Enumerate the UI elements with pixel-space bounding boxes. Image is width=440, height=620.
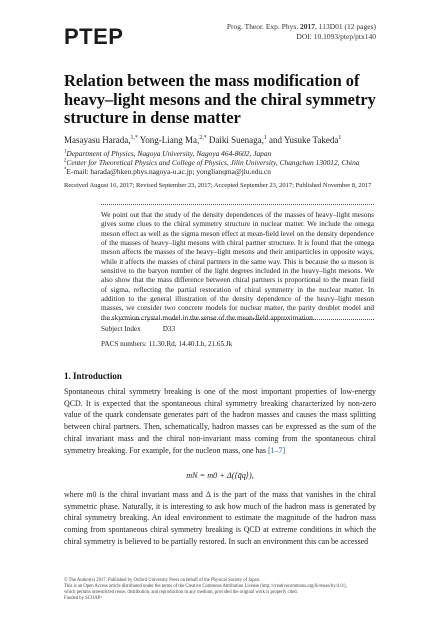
email-line: [64, 167, 271, 176]
author-2-affil: 2,*: [199, 135, 207, 141]
journal-citation: [227, 22, 376, 42]
affiliation-2-sup: 2: [64, 158, 67, 164]
journal-year: 2017: [300, 22, 316, 31]
author-4-affil: 1: [338, 135, 342, 141]
author-list: [64, 135, 341, 145]
abstract: We point out that the study of the density dependences of the masses of heavy–light mesons gives some clues to the chiral symmetry structure in nuclear matter. We include the omega meson effect as well as the sigma meson effect at mean-field level on the density dependence of the masses of heavy–light mesons with chiral partner structure. It is found that the omega meson affects the masses of the heavy–light mesons and their antiparticles in opposite ways, while it affects the masses of chiral partners in the same way. This is because the ω meson is sensitive to the baryon number of the light degrees included in the heavy–light mesons. We also show that the mass difference between chiral partners is proportional to the mean field of sigma, reflecting the partial restoration of chiral symmetry in the nuclear matter. In addition to the general illustration of the density dependence of the heavy–light meson masses, we consider two concrete models for nuclear matter, the parity doublet model and the skyrmion crystal model in the sense of the mean-field approximation.: [101, 210, 374, 322]
subject-index-value: D33: [162, 325, 176, 333]
equation-nucleon-mass: mN = m0 + Δ(⟨q̄q⟩),: [186, 471, 254, 480]
footer-line-1: © The Author(s) 2017. Published by Oxford University Press on behalf of the Physical Society of Japan.: [64, 578, 261, 583]
abstract-top-rule: [101, 204, 374, 205]
copyright-footer: [64, 578, 376, 602]
section-heading: 1. Introduction: [64, 371, 122, 381]
author-3: Daiki Suenaga,: [206, 135, 264, 145]
author-3-affil: 1: [263, 135, 267, 141]
abstract-bottom-rule: [101, 319, 374, 320]
affiliation-1-sup: 1: [64, 149, 67, 155]
pacs-numbers: PACS numbers: 11.30.Rd, 14.40.Lb, 21.65.Jk: [101, 340, 233, 348]
journal-suffix: , 113D01 (12 pages): [315, 22, 376, 31]
citation-link[interactable]: [1–7]: [268, 445, 286, 455]
publication-history: Received August 16, 2017; Revised September 23, 2017; Accepted September 23, 2017; Published November 8, 2017: [64, 182, 372, 189]
author-4: and Yusuke Takeda: [266, 135, 339, 145]
footer-line-4: Funded by SCOAP³: [64, 596, 102, 601]
footer-line-3: which permits unrestricted reuse, distribution, and reproduction in any medium, provided the original work is properly cited.: [64, 590, 298, 595]
affiliation-1: [64, 149, 271, 158]
paper-title: Relation between the mass modification of heavy–light mesons and the chiral symmetry structure in dense matter: [64, 71, 376, 127]
subject-index-label: Subject Index: [101, 325, 141, 333]
author-1: Masayasu Harada,: [64, 135, 131, 145]
intro-paragraph-1-text: Spontaneous chiral symmetry breaking is one of the most important properties of low-energy QCD. It is expected that the spontaneous chiral symmetry breaking characterized by non-zero value of the quark condensate generates part of the hadron masses and causes the mass splitting between chiral partners. Then, schematically, hadron masses can be expressed as the sum of the chiral invariant mass and the chiral non-invariant mass coming from the spontaneous chiral symmetry breaking. For example, for the nucleon mass, one has: [64, 387, 376, 455]
email-sup: *: [64, 167, 67, 173]
doi[interactable]: DOI: 10.1093/ptep/ptx140: [296, 32, 376, 41]
author-1-affil: 1,*: [130, 135, 138, 141]
footer-line-2: This is an Open Access article distributed under the terms of the Creative Commons Attribution License (http://creativecommons.org/licenses/by/4.0/),: [64, 584, 347, 589]
journal-logo: PTEP: [64, 24, 124, 49]
affiliation-2: [64, 158, 359, 167]
affiliation-2-text: Center for Theoretical Physics and College of Physics, Jilin University, Changchun 130012, China: [66, 158, 360, 167]
author-2: Yong-Liang Ma,: [137, 135, 200, 145]
journal-prefix: Prog. Theor. Exp. Phys.: [226, 22, 301, 31]
intro-paragraph-1: [64, 386, 376, 456]
email-text[interactable]: E-mail: harada@hken.phys.nagoya-u.ac.jp; yonglianqma@jlu.edu.cn: [66, 167, 271, 176]
subject-index: [101, 325, 175, 333]
intro-paragraph-2: where m0 is the chiral invariant mass and Δ is the part of the mass that vanishes in the chiral symmetric phase. Naturally, it is interesting to ask how much of the hadron mass is generated by chiral symmetry breaking. An ideal environment to estimate the magnitude of the hadron mass coming from spontaneous chiral symmetry breaking is QCD at extreme conditions in which the chiral symmetry is believed to be partially restored. In such an environment this can be accessed: [64, 490, 376, 546]
affiliation-1-text: Department of Physics, Nagoya University, Nagoya 464-8602, Japan: [66, 149, 272, 158]
